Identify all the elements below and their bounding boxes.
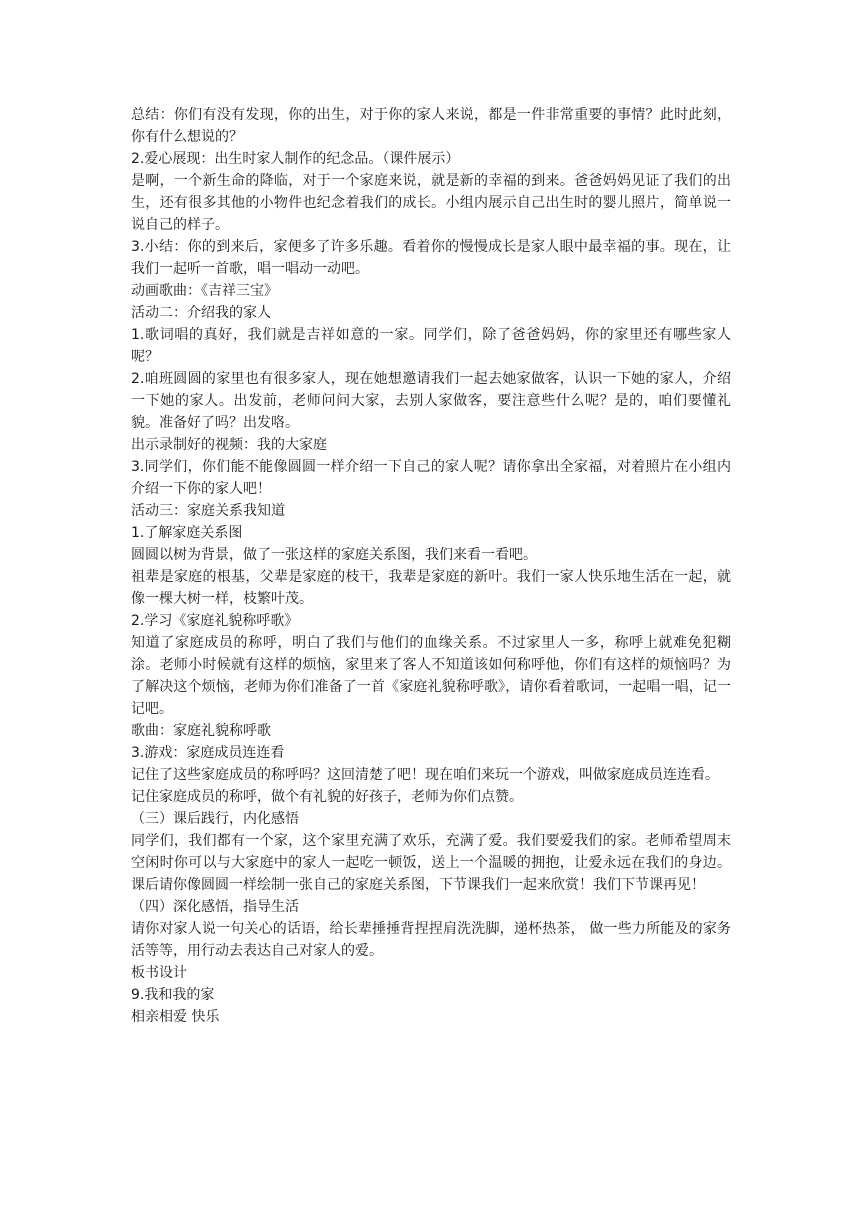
- paragraph: 圆圆以树为背景，做了一张这样的家庭关系图，我们来看一看吧。: [131, 547, 537, 563]
- paragraph: 2.咱班圆圆的家里也有很多家人，现在她想邀请我们一起去她家做客，认识一下她的家人，介绍一下她的家人。出发前，老师问问大家，去别人家做客，要注意些什么呢？是的，咱们要懂礼貌。准备好了吗？出发咯。: [131, 371, 731, 431]
- paragraph: 同学们，我们都有一个家，这个家里充满了欢乐，充满了爱。我们要爱我们的家。老师希望周末空闲时你可以与大家庭中的家人一起吃一顿饭，送上一个温暖的拥抱，让爱永远在我们的身边。课后请你像圆圆一样绘制一张自己的家庭关系图，下节课我们一起来欣赏！我们下节课再见！: [131, 833, 731, 893]
- paragraph: 1.歌词唱的真好，我们就是吉祥如意的一家。同学们，除了爸爸妈妈，你的家里还有哪些家人呢？: [131, 327, 731, 365]
- board-design-title: 9.我和我的家: [131, 987, 215, 1003]
- paragraph: 2.爱心展现：出生时家人制作的纪念品。（课件展示）: [131, 151, 460, 167]
- section-heading: （四）深化感悟，指导生活: [131, 899, 299, 915]
- board-design-line: 相亲相爱 快乐: [131, 1009, 220, 1025]
- paragraph: 3.同学们，你们能不能像圆圆一样介绍一下自己的家人呢？请你拿出全家福，对着照片在小组内介绍一下你的家人吧！: [131, 459, 731, 497]
- paragraph: 知道了家庭成员的称呼，明白了我们与他们的血缘关系。不过家里人一多，称呼上就难免犯糊涂。老师小时候就有这样的烦恼，家里来了客人不知道该如何称呼他，你们有这样的烦恼吗？为了解决这个烦恼，老师为你们准备了一首《家庭礼貌称呼歌》，请你看着歌词，一起唱一唱，记一记吧。: [131, 635, 731, 717]
- paragraph: 记住了这些家庭成员的称呼吗？这回清楚了吧！现在咱们来玩一个游戏，叫做家庭成员连连看。: [131, 767, 719, 783]
- section-heading: （三）课后践行，内化感悟: [131, 811, 299, 827]
- paragraph: 3.游戏：家庭成员连连看: [131, 745, 285, 761]
- paragraph: 2.学习《家庭礼貌称呼歌》: [131, 613, 299, 629]
- section-heading: 活动二：介绍我的家人: [131, 305, 271, 321]
- paragraph: 出示录制好的视频：我的大家庭: [131, 437, 327, 453]
- paragraph: 祖辈是家庭的根基，父辈是家庭的枝干，我辈是家庭的新叶。我们一家人快乐地生活在一起，就像一棵大树一样，枝繁叶茂。: [131, 569, 731, 607]
- paragraph: 请你对家人说一句关心的话语，给长辈捶捶背捏捏肩洗洗脚，递杯热茶， 做一些力所能及的家务活等等，用行动去表达自己对家人的爱。: [131, 921, 731, 959]
- paragraph: 3.小结：你的到来后，家便多了许多乐趣。看着你的慢慢成长是家人眼中最幸福的事。现在，让我们一起听一首歌，唱一唱动一动吧。: [131, 239, 731, 277]
- document-page: [131, 104, 731, 1028]
- paragraph: 总结：你们有没有发现，你的出生，对于你的家人来说，都是一件非常重要的事情？此时此刻，你有什么想说的？: [131, 107, 731, 145]
- paragraph: 歌曲：家庭礼貌称呼歌: [131, 723, 271, 739]
- paragraph: 1.了解家庭关系图: [131, 525, 243, 541]
- paragraph: 动画歌曲：《吉祥三宝》: [131, 283, 278, 299]
- paragraph: 是啊，一个新生命的降临，对于一个家庭来说，就是新的幸福的到来。爸爸妈妈见证了我们的出生，还有很多其他的小物件也纪念着我们的成长。小组内展示自己出生时的婴儿照片，简单说一说自己的样子。: [131, 173, 731, 233]
- section-heading: 活动三：家庭关系我知道: [131, 503, 285, 519]
- board-design-heading: 板书设计: [131, 965, 187, 981]
- paragraph: 记住家庭成员的称呼，做个有礼貌的好孩子，老师为你们点赞。: [131, 789, 523, 805]
